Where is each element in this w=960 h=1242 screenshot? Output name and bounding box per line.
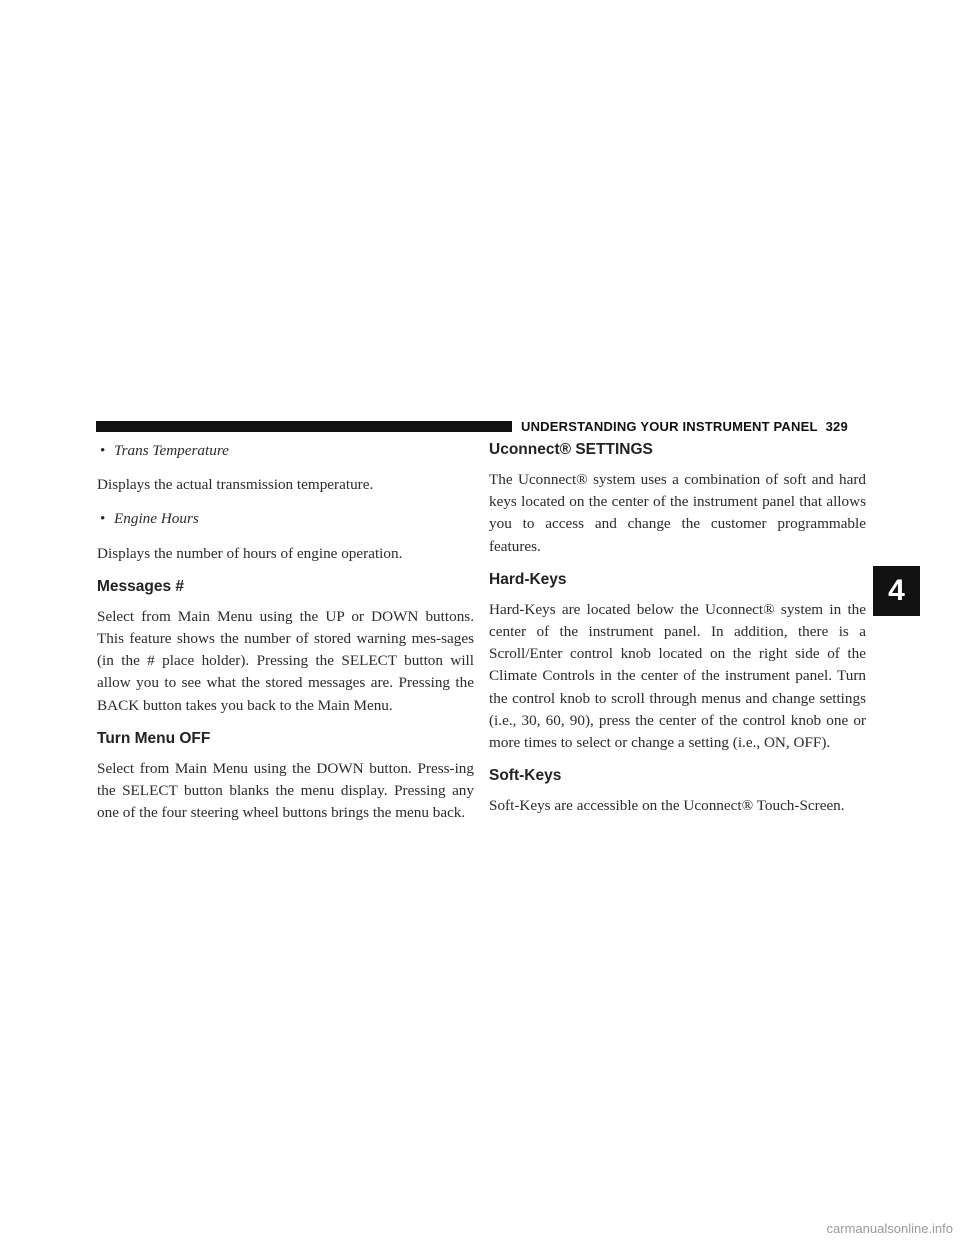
paragraph-turn-menu-off: Select from Main Menu using the DOWN button. Press-ing the SELECT button blanks the menu display. Pressing any one of the four steering wheel buttons brings the menu back. <box>97 759 474 822</box>
heading-hard-keys: Hard-Keys <box>489 570 567 588</box>
bullet-label: Trans Temperature <box>114 442 229 459</box>
paragraph-uconnect-settings: The Uconnect® system uses a combination of soft and hard keys located on the center of the instrument panel that allows you to access and change the customer programmable features. <box>489 471 866 555</box>
header-rule <box>96 421 512 432</box>
footer-watermark: carmanualsonline.info <box>826 1221 953 1236</box>
paragraph-trans-temperature: Displays the actual transmission temperature. <box>97 476 374 494</box>
heading-soft-keys: Soft-Keys <box>489 767 562 785</box>
paragraph-engine-hours: Displays the number of hours of engine operation. <box>97 544 403 562</box>
paragraph-soft-keys: Soft-Keys are accessible on the Uconnect® Touch-Screen. <box>489 797 845 815</box>
left-column <box>97 440 474 836</box>
heading-turn-menu-off: Turn Menu OFF <box>97 729 211 747</box>
bullet-trans-temperature <box>97 440 474 462</box>
page-number: 329 <box>825 419 848 434</box>
bullet-dot-icon: • <box>100 442 106 459</box>
section-tab: 4 <box>873 566 920 616</box>
bullet-engine-hours <box>97 508 474 530</box>
paragraph-messages: Select from Main Menu using the UP or DOWN buttons. This feature shows the number of stored warning mes-sages (in the # place holder). Pressing the SELECT button will allow you to see what the stored messages are. Pressing the BACK button takes you back to the Main Menu. <box>97 607 474 714</box>
bullet-dot-icon: • <box>100 510 106 528</box>
bullet-label: Engine Hours <box>114 510 199 528</box>
header-title: UNDERSTANDING YOUR INSTRUMENT PANEL <box>521 419 818 434</box>
running-header <box>521 419 866 435</box>
paragraph-hard-keys: Hard-Keys are located below the Uconnect® system in the center of the instrument panel. In addition, there is a Scroll/Enter control knob located on the right side of the Climate Controls in the center of the instrument panel. Turn the control knob to scroll through menus and change settings (i.e., 30, 60, 90), press the center of the control knob one or more times to select or change a setting (i.e., ON, OFF). <box>489 600 866 752</box>
right-column <box>489 440 866 829</box>
heading-uconnect-settings: Uconnect® SETTINGS <box>489 441 653 458</box>
heading-messages: Messages # <box>97 577 185 595</box>
